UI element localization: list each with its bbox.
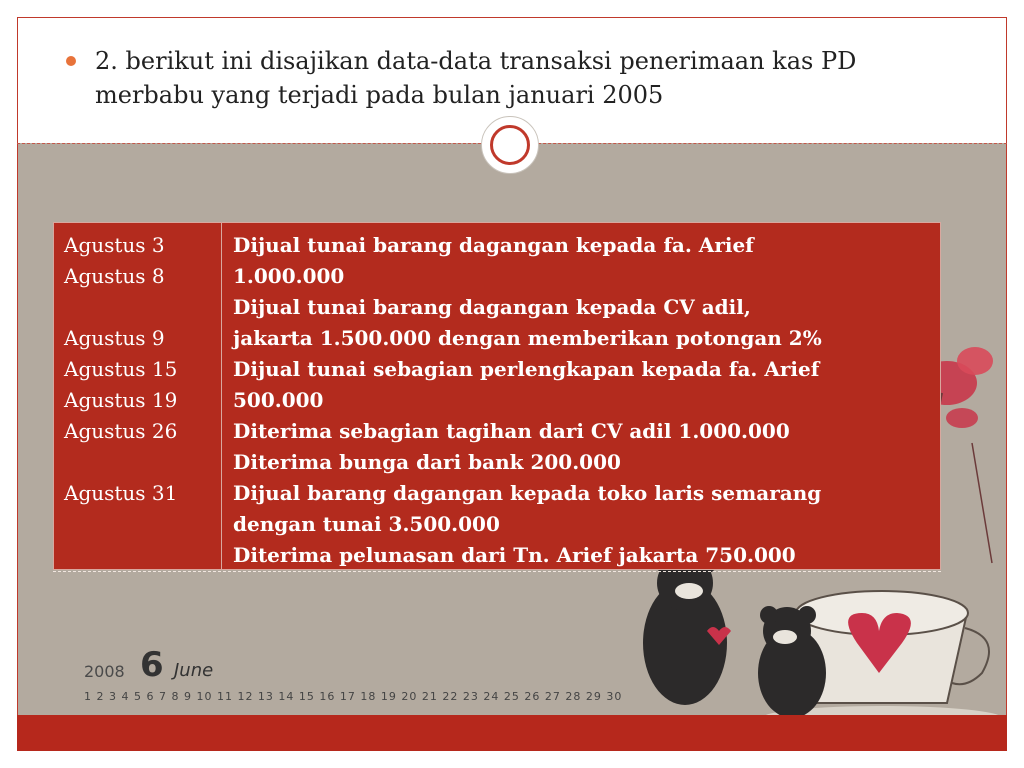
- description-line: jakarta 1.500.000 dengan memberikan potongan 2%: [233, 326, 822, 350]
- ring-ornament-icon: [490, 125, 530, 165]
- date-cell: Agustus 26: [64, 419, 178, 443]
- calendar-year: 2008: [84, 662, 125, 681]
- calendar-day: 6: [140, 645, 164, 685]
- description-column: [233, 230, 938, 571]
- description-line: Dijual barang dagangan kepada toko laris semarang: [233, 481, 822, 505]
- frame-right-line: [1006, 17, 1007, 751]
- date-column: [64, 230, 214, 509]
- date-cell: Agustus 15: [64, 357, 178, 381]
- description-line: 500.000: [233, 388, 324, 412]
- description-line: Dijual tunai barang dagangan kepada CV adil,: [233, 295, 751, 319]
- bullet-line-1: 2. berikut ini disajikan data-data transaksi penerimaan kas PD: [95, 47, 857, 75]
- bullet-line-2: merbabu yang terjadi pada bulan januari 2005: [95, 81, 664, 109]
- date-cell: Agustus 3: [64, 233, 165, 257]
- date-cell: Agustus 19: [64, 388, 178, 412]
- calendar-days-row: 1 2 3 4 5 6 7 8 9 10 11 12 13 14 15 16 17 18 19 20 21 22 23 24 25 26 27 28 29 30: [84, 690, 623, 703]
- description-line: Diterima sebagian tagihan dari CV adil 1.000.000: [233, 419, 790, 443]
- frame-left-line: [17, 17, 18, 751]
- description-line: Dijual tunai barang dagangan kepada fa. Arief: [233, 233, 754, 257]
- footer-band: [17, 715, 1007, 751]
- calendar-month: June: [174, 660, 214, 681]
- date-cell: Agustus 9: [64, 326, 165, 350]
- date-cell: [64, 447, 214, 478]
- frame-top-line: [17, 17, 1007, 18]
- description-line: Diterima pelunasan dari Tn. Arief jakarta 750.000: [233, 543, 796, 567]
- bear-decoration: [643, 553, 826, 715]
- description-line: Diterima bunga dari bank 200.000: [233, 450, 621, 474]
- table-bottom-divider: [53, 571, 941, 572]
- description-line: dengan tunai 3.500.000: [233, 512, 500, 536]
- date-cell: Agustus 31: [64, 481, 178, 505]
- date-cell: [64, 292, 214, 323]
- table-column-divider: [221, 222, 222, 570]
- description-line: 1.000.000: [233, 264, 345, 288]
- date-cell: Agustus 8: [64, 264, 165, 288]
- bullet-icon: [66, 56, 76, 66]
- bullet-text: [95, 44, 955, 112]
- description-line: Dijual tunai sebagian perlengkapan kepada fa. Arief: [233, 357, 820, 381]
